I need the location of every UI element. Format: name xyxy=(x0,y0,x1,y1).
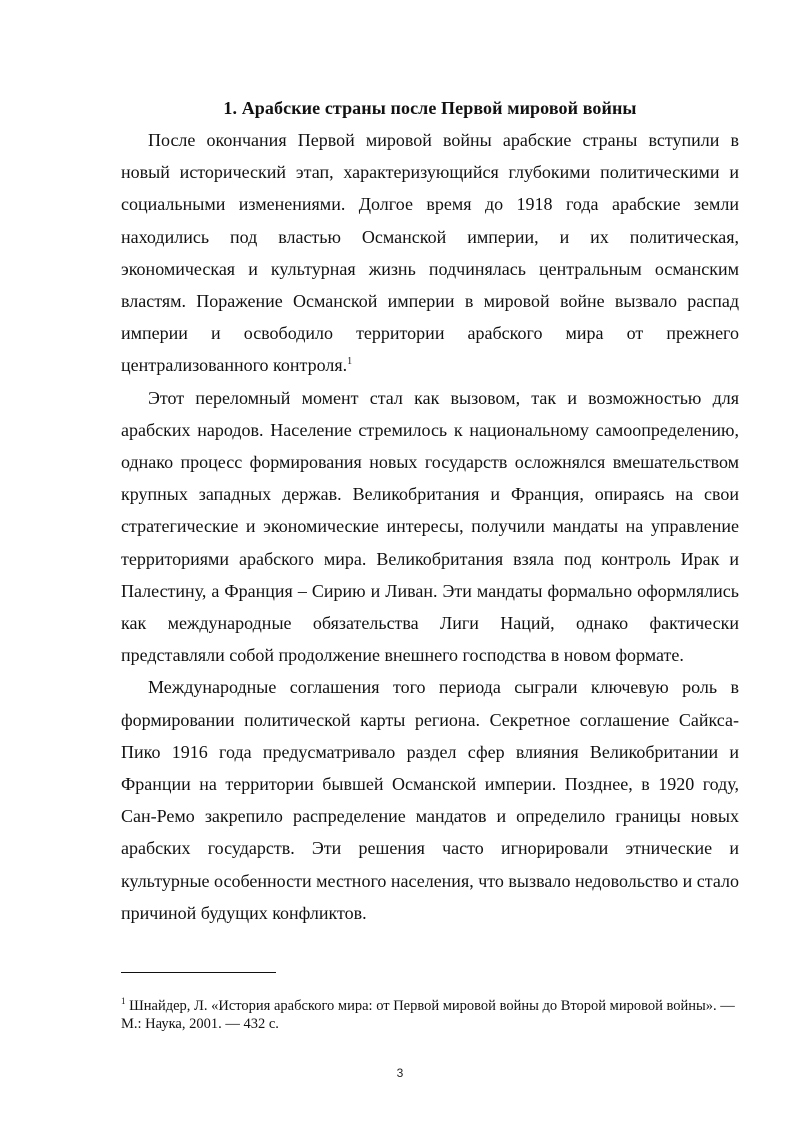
footnote-text: Шнайдер, Л. «История арабского мира: от Первой мировой войны до Второй мировой войны». — М.: Наука, 2001. — 432 с. xyxy=(121,998,735,1032)
section-heading: 1. Арабские страны после Первой мировой войны xyxy=(223,98,637,118)
paragraph-1-text: После окончания Первой мировой войны арабские страны вступили в новый исторический этап, характеризующийся глубокими политическими и социальными изменениями. Долгое время до 1918 года арабские земли находились под властью Османской империи, и их политическая, экономическая и культурная жизнь подчинялась центральным османским властям. Поражение Османской империи в мировой войне вызвало распад империи и освободило территории арабского мира от прежнего централизованного контроля. xyxy=(121,130,739,376)
page-number: 3 xyxy=(396,1066,404,1080)
paragraph-1 xyxy=(121,124,739,382)
footnote-marker: 1 xyxy=(121,996,126,1007)
page-body xyxy=(121,92,739,929)
footnote xyxy=(121,997,739,1033)
paragraph-2: Этот переломный момент стал как вызовом, так и возможностью для арабских народов. Население стремилось к национальному самоопределению, однако процесс формирования новых государств осложнялся вмешательством крупных западных держав. Великобритания и Франция, опираясь на свои стратегические и экономические интересы, получили мандаты на управление территориями арабского мира. Великобритания взяла под контроль Ирак и Палестину, а Франция – Сирию и Ливан. Эти мандаты формально оформлялись как международные обязательства Лиги Наций, однако фактически представляли собой продолжение внешнего господства в новом формате. xyxy=(121,387,739,666)
paragraph-3: Международные соглашения того периода сыграли ключевую роль в формировании политической карты региона. Секретное соглашение Сайкса-Пико 1916 года предусматривало раздел сфер влияния Великобритании и Франции на территории бывшей Османской империи. Позднее, в 1920 году, Сан-Ремо закрепило распределение мандатов и определило границы новых арабских государств. Эти решения часто игнорировали этнические и культурные особенности местного населения, что вызвало недовольство и стало причиной будущих конфликтов. xyxy=(121,677,739,923)
footnote-reference[interactable]: 1 xyxy=(347,356,353,368)
footnote-separator xyxy=(121,972,276,973)
